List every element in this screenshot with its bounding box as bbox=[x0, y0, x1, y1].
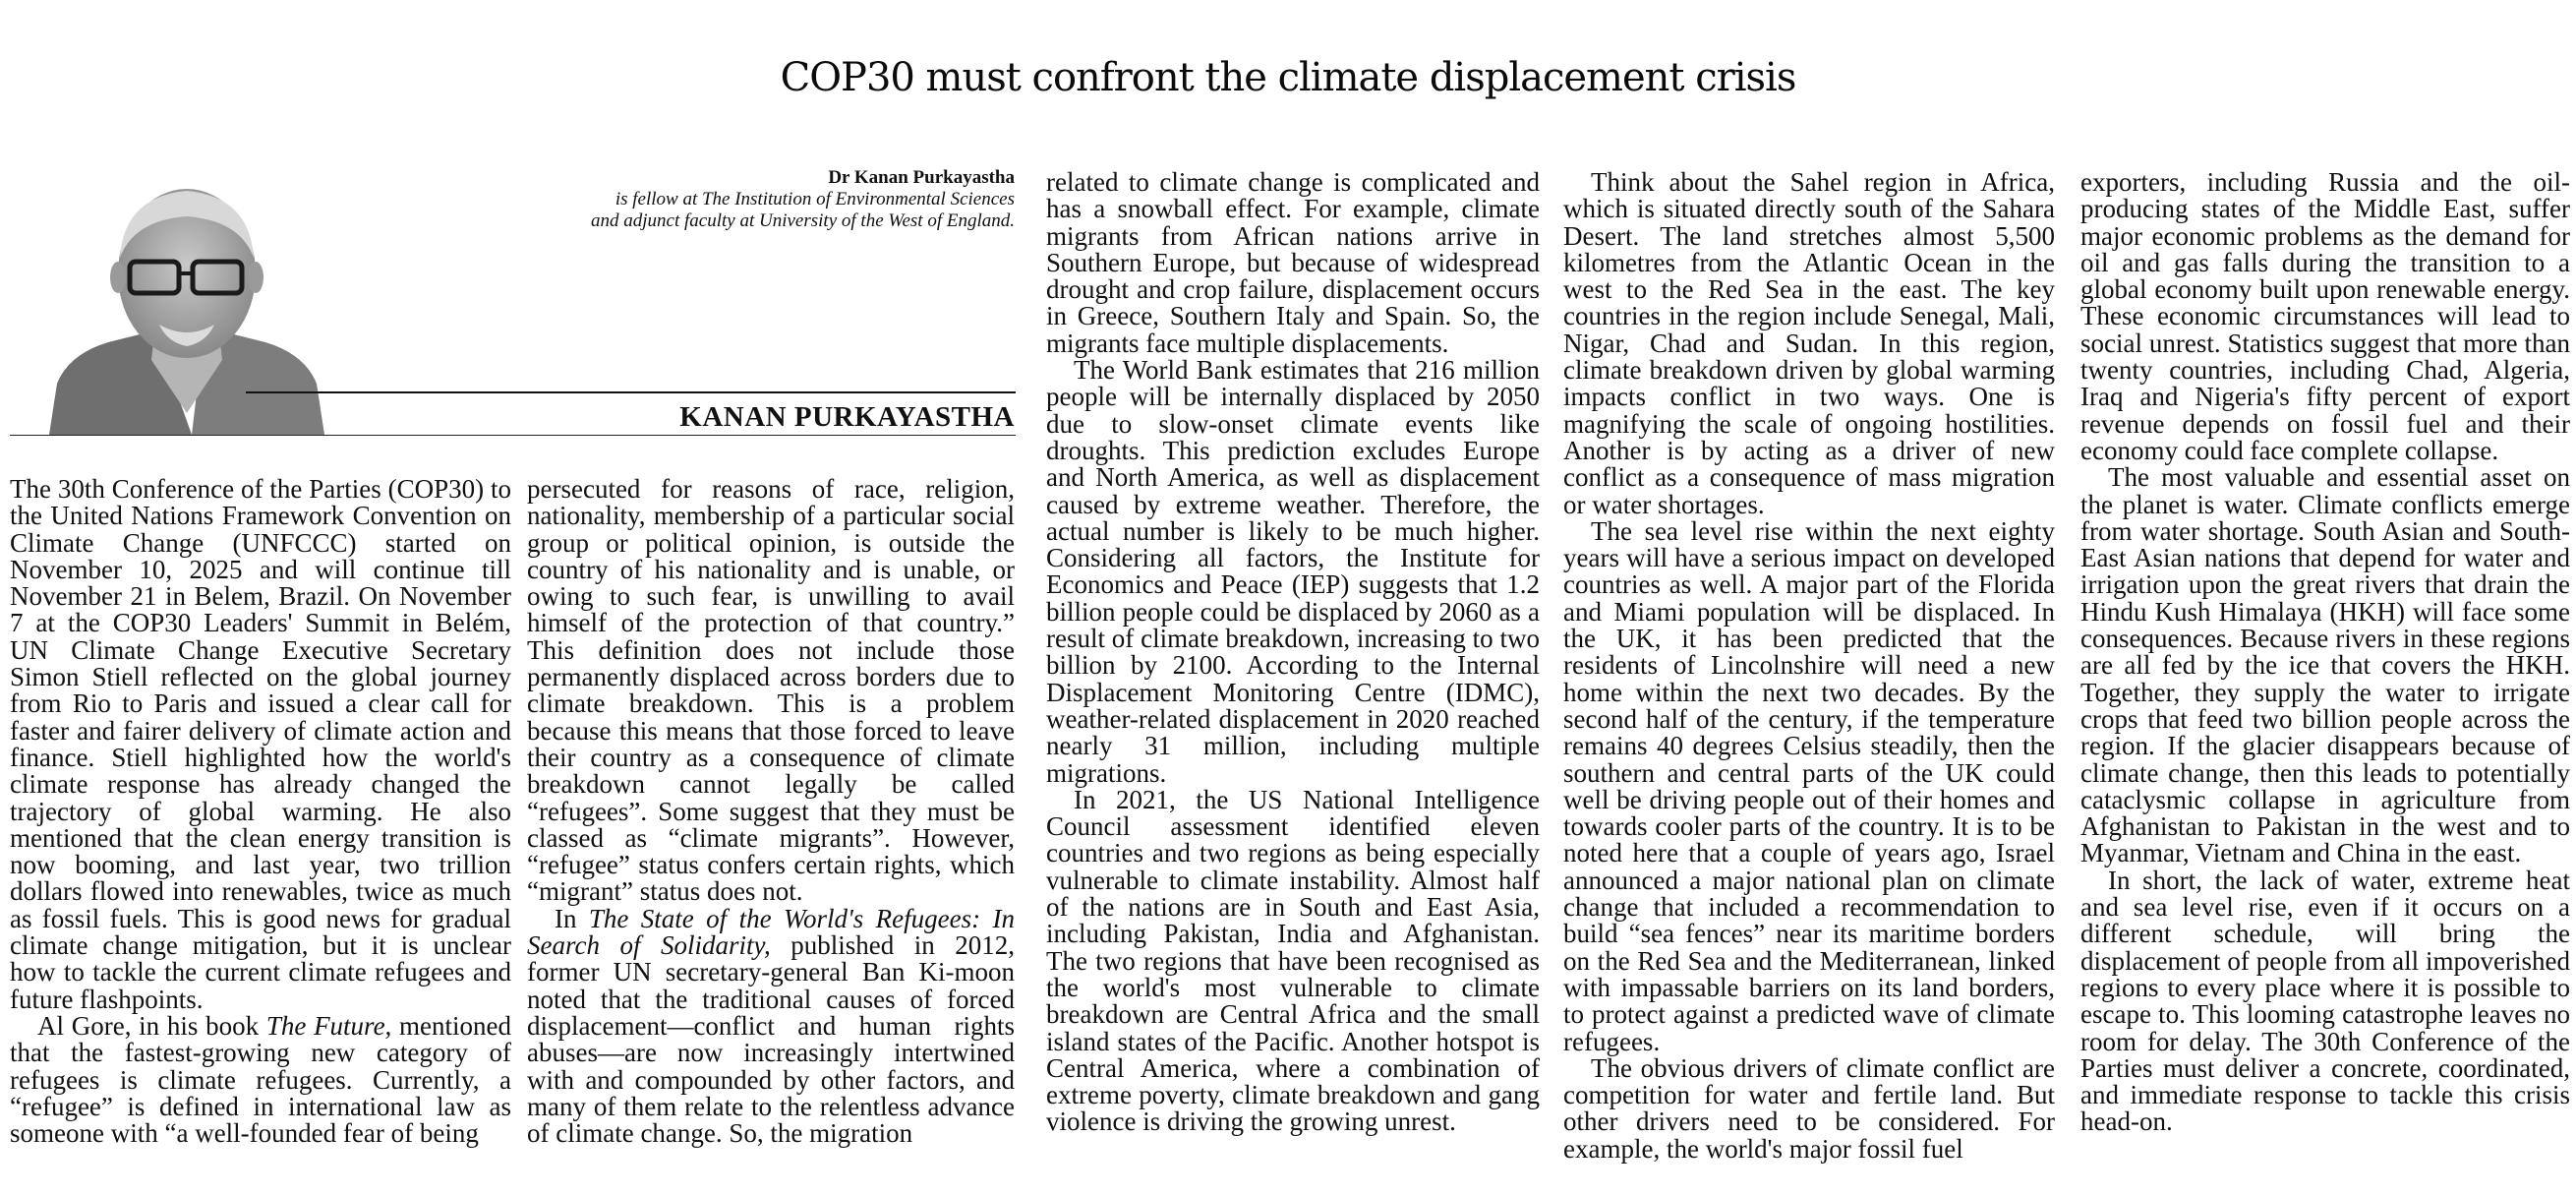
paragraph: The sea level rise within the next eighty years will have a serious impact on developed countries as well. A major part of the Florida and Miami population will be displaced. In the UK, it has been predicted that the residents of Lincolnshire will need a new home within the next two decades. By the second half of the century, if the temperature remains 40 degrees Celsius steadily, then the southern and central parts of the UK could well be driving people out of their homes and towards cooler parts of the country. It is to be noted here that a couple of years ago, Israel announced a major national plan on climate change that included a recommendation to build “sea fences” near its maritime borders on the Red Sea and the Mediterranean, linked with impassable barriers on its land borders, to protect against a predicted wave of climate refugees. bbox=[1563, 515, 2055, 1056]
paragraph: In 2021, the US National Intelligence Council assessment identified eleven countries and two regions as being especially vulnerable to climate instability. Almost half of the nations are in South and East Asia, including Pakistan, India and Afghanistan. The two regions that have been recognised as the world's most vulnerable to climate breakdown are Central Africa and the small island states of the Pacific. Another hotspot is Central America, where a combination of extreme poverty, climate breakdown and gang violence is driving the growing unrest. bbox=[1046, 784, 1540, 1137]
author-name: Dr Kanan Purkayastha bbox=[828, 167, 1015, 188]
column-2 bbox=[527, 476, 1015, 1196]
paragraph: exporters, including Russia and the oil-producing states of the Middle East, suffer major economic problems as the demand for oil and gas falls during the transition to a global economy built upon renewable energy. These economic circumstances will lead to social unrest. Statistics suggest that more than twenty countries, including Chad, Algeria, Iraq and Nigeria's fifty percent of export revenue depends on fossil fuel and their economy could face complete collapse. bbox=[2080, 169, 2570, 465]
column-5 bbox=[2080, 169, 2570, 1196]
paragraph: The obvious drivers of climate conflict are competition for water and fertile land. But other drivers need to be considered. For example, the world's major fossil fuel bbox=[1563, 1052, 2055, 1164]
byline-rule bbox=[246, 391, 1016, 393]
column-4 bbox=[1563, 169, 2055, 1196]
report-title: The State of the World's Refugees: In Search of Solidarity, bbox=[527, 903, 1015, 961]
text-span: In bbox=[555, 903, 589, 933]
column-1 bbox=[10, 476, 511, 1196]
text-span: published in 2012, former UN secretary-general Ban Ki-moon noted that the traditional causes of forced displacement—conflict and human rights abuses—are now increasingly intertwined with and compounded by other factors, and many of them relate to the relentless advance of climate change. So, the migration bbox=[527, 930, 1015, 1149]
text-span: mentioned that the fastest-growing new category of refugees is climate refugees. Currently, a “refugee” is defined in international law as someone with “a well-founded fear of being bbox=[10, 1010, 511, 1149]
author-photo bbox=[29, 167, 354, 435]
paragraph bbox=[527, 903, 1015, 1149]
paragraph bbox=[10, 1010, 511, 1149]
text-span: Al Gore, in his book bbox=[37, 1010, 266, 1041]
paragraph: related to climate change is complicated and has a snowball effect. For example, climate migrants from African nations arrive in Southern Europe, but because of widespread drought and crop failure, displacement occurs in Greece, Southern Italy and Spain. So, the migrants face multiple displacements. bbox=[1046, 169, 1540, 358]
paragraph: The 30th Conference of the Parties (COP30) to the United Nations Framework Convention on Climate Change (UNFCCC) started on November 10, 2025 and will continue till November 21 in Belem, Brazil. On November 7 at the COP30 Leaders' Summit in Belém, UN Climate Change Executive Secretary Simon Stiell reflected on the global journey from Rio to Paris and issued a clear call for faster and fairer delivery of climate action and finance. Stiell highlighted how the world's climate response has already changed the trajectory of global warming. He also mentioned that the clean energy transition is now booming, and last year, two trillion dollars flowed into renewables, twice as much as fossil fuels. This is good news for gradual climate change mitigation, but it is unclear how to tackle the current climate refugees and future flashpoints. bbox=[10, 476, 511, 1014]
paragraph: persecuted for reasons of race, religion, nationality, membership of a particular social group or political opinion, is outside the country of his nationality and is unable, or owing to such fear, is unwilling to avail himself of the protection of that country.” This definition does not include those permanently displaced across borders due to climate breakdown. This is a problem because this means that those forced to leave their country as a consequence of climate breakdown cannot legally be called “refugees”. Some suggest that they must be classed as “climate migrants”. However, “refugee” status confers certain rights, which “migrant” status does not. bbox=[527, 476, 1015, 907]
paragraph: The most valuable and essential asset on the planet is water. Climate conflicts emerge from water shortage. South Asian and South-East Asian nations that depend for water and irrigation upon the great rivers that drain the Hindu Kush Himalaya (HKH) will face some consequences. Because rivers in these regions are all fed by the ice that covers the HKH. Together, they supply the water to irrigate crops that feed two billion people across the region. If the glacier disappears because of climate change, then this leads to potentially cataclysmic collapse in agriculture from Afghanistan to Pakistan in the west and to Myanmar, Vietnam and China in the east. bbox=[2080, 462, 2570, 868]
column-3 bbox=[1046, 169, 1540, 1196]
book-title: The Future, bbox=[265, 1010, 392, 1041]
byline: KANAN PURKAYASTHA bbox=[679, 401, 1015, 433]
paragraph: Think about the Sahel region in Africa, which is situated directly south of the Sahara Desert. The land stretches almost 5,500 kilometres from the Atlantic Ocean in the west to the Red Sea in the east. The key countries in the region include Senegal, Mali, Nigar, Chad and Sudan. In this region, climate breakdown driven by global warming impacts conflict in two ways. One is magnifying the scale of ongoing hostilities. Another is by acting as a driver of new conflict as a consequence of mass migration or water shortages. bbox=[1563, 169, 2055, 519]
headline: COP30 must confront the climate displacement crisis bbox=[780, 55, 1796, 100]
paragraph: In short, the lack of water, extreme heat and sea level rise, even if it occurs on a different schedule, will bring the displacement of people from all impoverished regions to every place where it is possible to escape to. This looming catastrophe leaves no room for delay. The 30th Conference of the Parties must deliver a concrete, coordinated, and immediate response to tackle this crisis head-on. bbox=[2080, 865, 2570, 1137]
paragraph: The World Bank estimates that 216 million people will be internally displaced by 2050 due to slow-onset climate events like droughts. This prediction excludes Europe and North America, as well as displacement caused by extreme weather. Therefore, the actual number is likely to be much higher. Considering all factors, the Institute for Economics and Peace (IEP) suggests that 1.2 billion people could be displaced by 2060 as a result of climate breakdown, increasing to two billion by 2100. According to the Internal Displacement Monitoring Centre (IDMC), weather-related displacement in 2020 reached nearly 31 million, including multiple migrations. bbox=[1046, 355, 1540, 788]
header-bottom-rule bbox=[10, 435, 1016, 436]
author-info bbox=[590, 167, 1015, 232]
author-bio: is fellow at The Institution of Environmental Sciences and adjunct faculty at University of the West of England. bbox=[591, 189, 1015, 231]
